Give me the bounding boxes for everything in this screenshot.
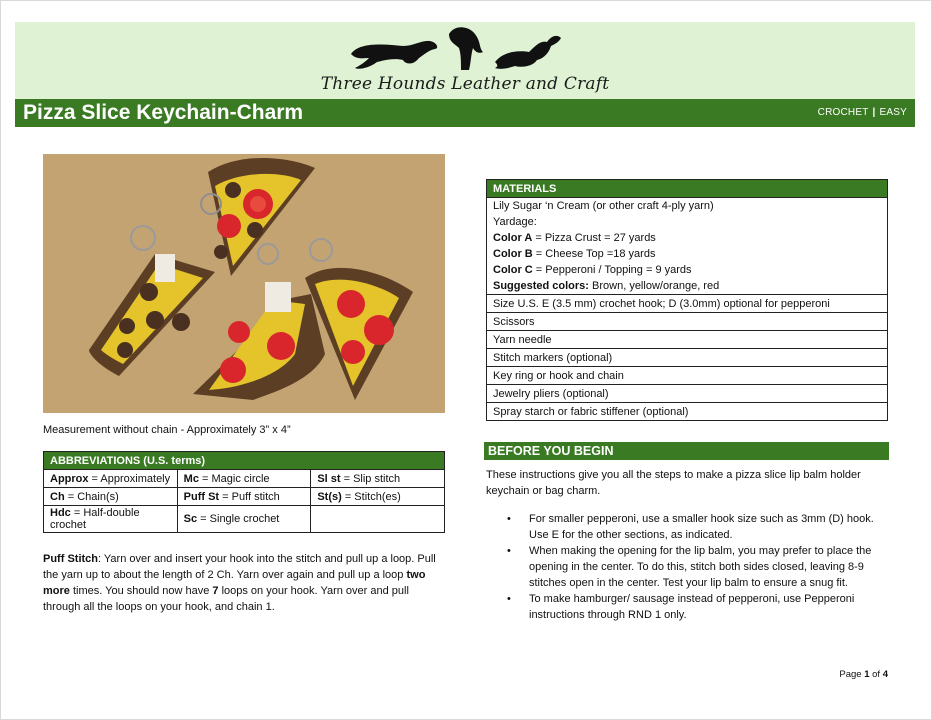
pattern-tags: CROCHET | EASY bbox=[817, 107, 907, 118]
table-row: Approx = Approximately Mc = Magic circle Sl st = Slip stitch bbox=[44, 470, 445, 488]
page-number: Page 1 of 4 bbox=[839, 669, 888, 680]
table-row: Scissors bbox=[487, 313, 888, 331]
intro-paragraph: These instructions give you all the steps to make a pizza slice lip balm holder keychain or bag charm. bbox=[486, 469, 861, 497]
table-row: Lily Sugar ‘n Cream (or other craft 4-ply yarn) Yardage: Color A = Pizza Crust = 27 yards Color B = Cheese Top =18 yards Color C = Pepperoni / Topping = 9 yards Suggested colors: Brown, yellow/orange, red bbox=[487, 198, 888, 295]
table-row: Size U.S. E (3.5 mm) crochet hook; D (3.0mm) optional for pepperoni bbox=[487, 295, 888, 313]
table-row: Spray starch or fabric stiffener (optional) bbox=[487, 403, 888, 421]
table-row: Ch = Chain(s) Puff St = Puff stitch St(s) = Stitch(es) bbox=[44, 488, 445, 506]
puff-stitch-note: Puff Stitch: Yarn over and insert your hook into the stitch and pull up a loop. Pull the yarn up to about the length of 2 Ch. Yarn over again and pull up a loop two more times. You should now have 7 loops on your hook. Yarn over and pull through all the loops on your hook, and chain 1. bbox=[43, 553, 436, 613]
tips-list bbox=[486, 511, 888, 623]
before-you-begin-header: BEFORE YOU BEGIN bbox=[484, 442, 889, 460]
table-row: Jewelry pliers (optional) bbox=[487, 385, 888, 403]
title-bar bbox=[15, 99, 915, 127]
tag-crochet: CROCHET bbox=[817, 107, 869, 118]
abbreviations-header: ABBREVIATIONS (U.S. terms) bbox=[44, 452, 445, 470]
table-row: Stitch markers (optional) bbox=[487, 349, 888, 367]
materials-header: MATERIALS bbox=[487, 180, 888, 198]
brand-name: Three Hounds Leather and Craft bbox=[320, 74, 610, 94]
pizza-keychains-photo bbox=[43, 154, 445, 413]
list-item: • When making the opening for the lip balm, you may prefer to place the opening in the center. To do this, stitch both sides closed, leaving 8-9 stitches open in the center. Test your lip balm to ensure a snug fit. bbox=[529, 543, 888, 591]
measurement-note: Measurement without chain - Approximately 3” x 4” bbox=[43, 424, 291, 436]
page-title: Pizza Slice Keychain-Charm bbox=[23, 101, 304, 124]
table-row: Hdc = Half-double crochet Sc = Single crochet bbox=[44, 506, 445, 533]
materials-table bbox=[486, 179, 888, 421]
list-item: • For smaller pepperoni, use a smaller hook size such as 3mm (D) hook. Use E for the other sections, as indicated. bbox=[529, 511, 888, 543]
table-row: Key ring or hook and chain bbox=[487, 367, 888, 385]
three-hounds-logo-icon bbox=[345, 24, 575, 74]
list-item: • To make hamburger/ sausage instead of pepperoni, use Pepperoni instructions through RND 1 only. bbox=[529, 591, 888, 623]
abbreviations-table bbox=[43, 451, 445, 533]
tag-easy: EASY bbox=[879, 107, 907, 118]
table-row: Yarn needle bbox=[487, 331, 888, 349]
